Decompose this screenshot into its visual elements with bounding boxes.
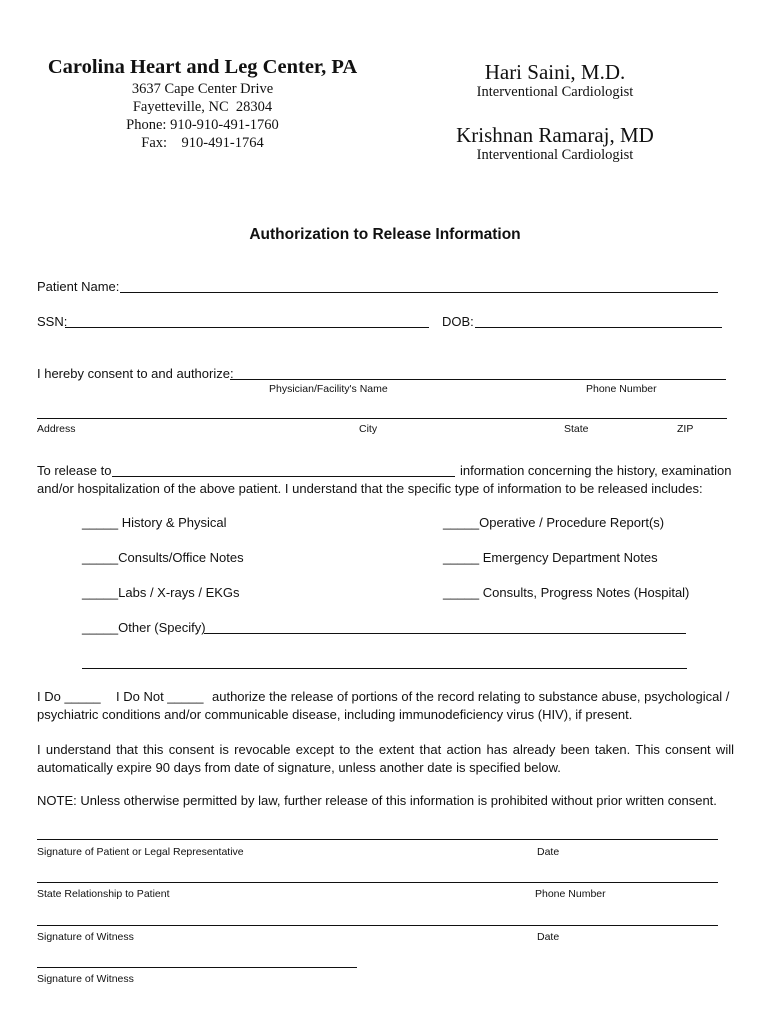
i-do-option[interactable]: I Do _____: [37, 689, 101, 704]
physician-facility-caption: Physician/Facility's Name: [269, 383, 388, 395]
doctor-2-name: Krishnan Ramaraj, MD: [456, 123, 654, 147]
address-field[interactable]: [37, 418, 727, 419]
date-caption-2: Date: [537, 931, 560, 943]
doctor-1-name: Hari Saini, M.D.: [484, 60, 626, 84]
release-text-line2: and/or hospitalization of the above patient. I understand that the specific type of information to be released includes:: [37, 481, 703, 496]
practice-phone: Phone: 910-910-491-1760: [126, 117, 279, 133]
witness-signature-line-1[interactable]: [37, 925, 718, 926]
witness-caption-2: Signature of Witness: [37, 973, 134, 985]
witness-signature-line-2[interactable]: [37, 967, 357, 968]
doctor-1-title: Interventional Cardiologist: [476, 84, 634, 100]
authorized-party-field[interactable]: [230, 379, 726, 380]
zip-caption: ZIP: [677, 423, 694, 435]
release-to-field[interactable]: [112, 476, 455, 477]
history-physical-option[interactable]: _____ History & Physical: [82, 515, 227, 530]
date-caption-1: Date: [537, 846, 560, 858]
city-caption: City: [359, 423, 378, 435]
dob-label: DOB:: [442, 314, 474, 329]
ssn-label: SSN:: [37, 314, 68, 329]
patient-name-label: Patient Name:: [37, 279, 120, 294]
form-title: Authorization to Release Information: [249, 226, 521, 243]
sensitive-text-line2: psychiatric conditions and/or communicable disease, including immunodeficiency virus (HIV), if present.: [37, 707, 633, 722]
release-text-line1: information concerning the history, examination: [460, 463, 732, 478]
other-specify-option[interactable]: _____Other (Specify): [82, 620, 206, 635]
practice-address-line2: Fayetteville, NC 28304: [132, 99, 273, 115]
relationship-caption: State Relationship to Patient: [37, 888, 170, 900]
other-specify-field-2[interactable]: [82, 668, 687, 669]
phone-caption: Phone Number: [535, 888, 606, 900]
witness-caption-1: Signature of Witness: [37, 931, 134, 943]
note-paragraph: NOTE: Unless otherwise permitted by law, further release of this information is prohibited without prior written consent.: [37, 793, 717, 808]
state-caption: State: [564, 423, 589, 435]
consults-office-notes-option[interactable]: _____Consults/Office Notes: [82, 550, 244, 565]
practice-name: Carolina Heart and Leg Center, PA: [47, 56, 358, 78]
relationship-line[interactable]: [37, 882, 718, 883]
i-do-not-option[interactable]: I Do Not _____: [116, 689, 204, 704]
labs-xrays-ekgs-option[interactable]: _____Labs / X-rays / EKGs: [82, 585, 240, 600]
patient-signature-line[interactable]: [37, 839, 718, 840]
practice-fax: Fax: 910-491-1764: [141, 135, 264, 151]
dob-field[interactable]: [475, 327, 722, 328]
revocable-paragraph: I understand that this consent is revocable except to the extent that action has already been taken. This consent will automatically expire 90 days from date of signature, unless another date is specified below.: [37, 742, 734, 775]
sensitive-text-line1: authorize the release of portions of the record relating to substance abuse, psychological /: [212, 689, 730, 704]
ssn-field[interactable]: [65, 327, 429, 328]
consults-hospital-option[interactable]: _____ Consults, Progress Notes (Hospital): [443, 585, 690, 600]
practice-address-line1: 3637 Cape Center Drive: [131, 81, 274, 97]
operative-report-option[interactable]: _____Operative / Procedure Report(s): [443, 515, 665, 530]
patient-name-field[interactable]: [120, 292, 718, 293]
emergency-notes-option[interactable]: _____ Emergency Department Notes: [443, 550, 658, 565]
phone-number-caption: Phone Number: [586, 383, 657, 395]
consent-label: I hereby consent to and authorize:: [37, 366, 234, 381]
address-caption: Address: [37, 423, 76, 435]
patient-signature-caption: Signature of Patient or Legal Representative: [37, 846, 244, 858]
release-to-label: To release to: [37, 463, 112, 478]
other-specify-field[interactable]: [204, 633, 686, 634]
doctor-2-title: Interventional Cardiologist: [476, 147, 634, 163]
